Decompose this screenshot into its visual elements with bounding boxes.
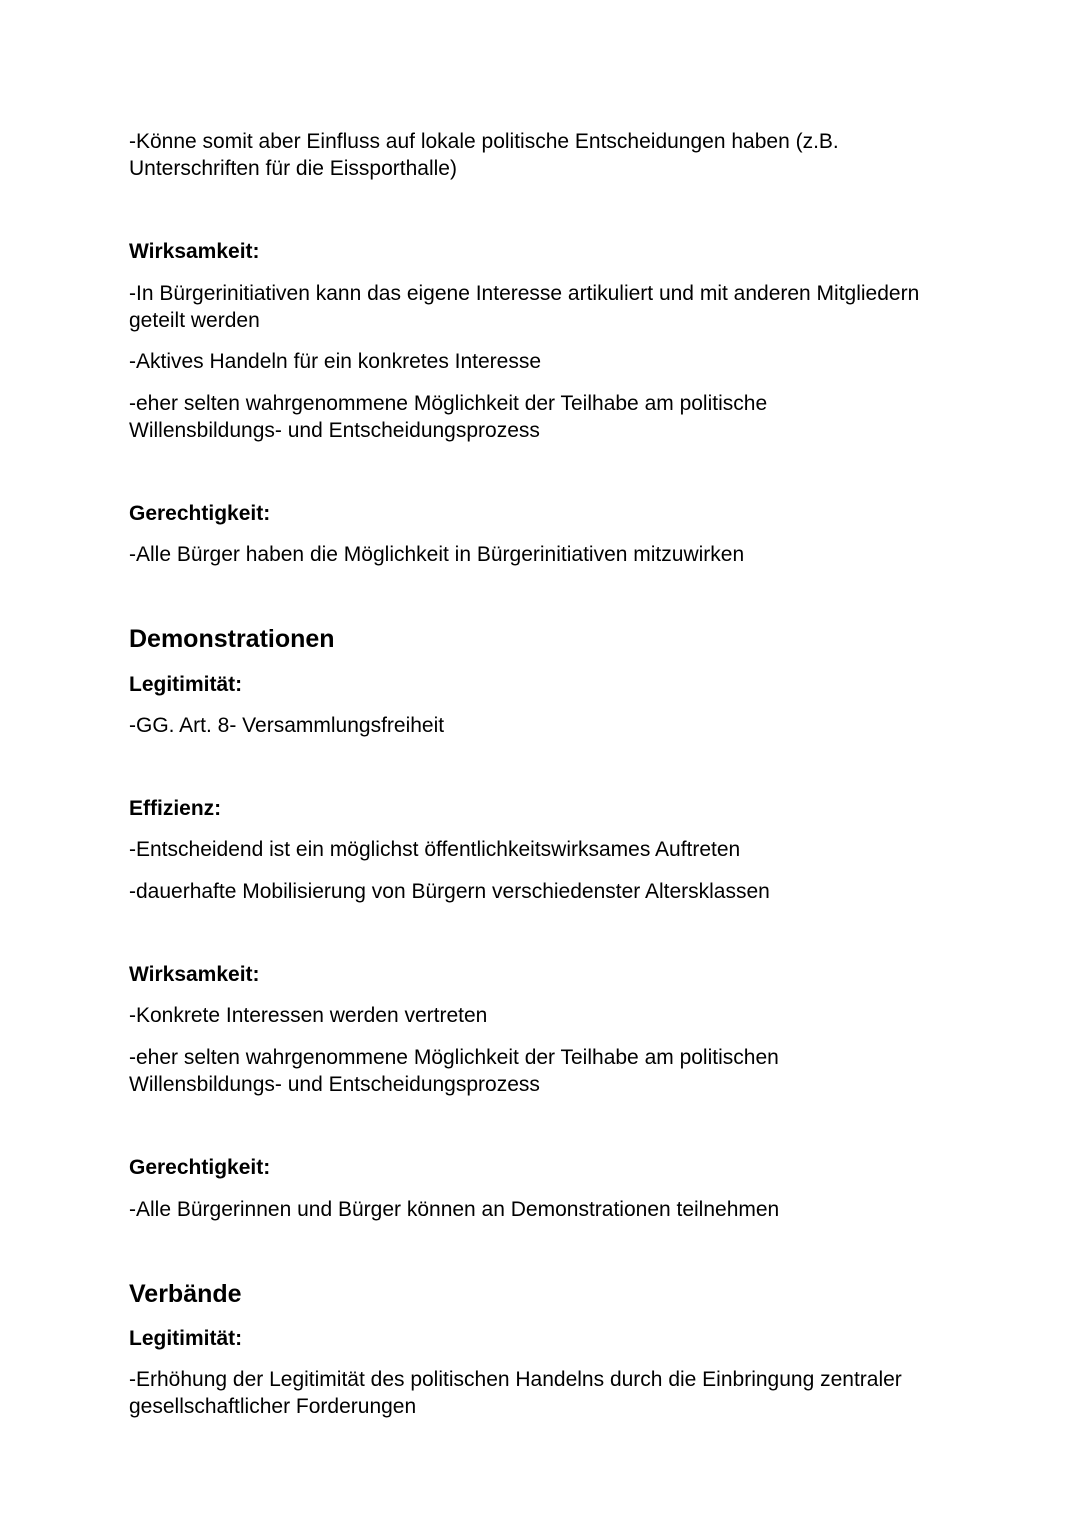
- list-item: -Aktives Handeln für ein konkretes Interesse: [129, 350, 542, 373]
- list-item-continuation: Willensbildungs- und Entscheidungsprozess: [129, 1073, 540, 1096]
- criterion-label-wirksamkeit: Wirksamkeit:: [129, 240, 260, 263]
- list-item: -GG. Art. 8- Versammlungsfreiheit: [129, 714, 445, 737]
- list-item-continuation: geteilt werden: [129, 309, 260, 332]
- criterion-label-effizienz: Effizienz:: [129, 797, 222, 820]
- list-item: -Entscheidend ist ein möglichst öffentlichkeitswirksames Auftreten: [129, 838, 741, 861]
- list-item: -eher selten wahrgenommene Möglichkeit der Teilhabe am politischen: [129, 1046, 779, 1069]
- list-item: -Alle Bürger haben die Möglichkeit in Bürgerinitiativen mitzuwirken: [129, 543, 745, 566]
- list-item: -In Bürgerinitiativen kann das eigene Interesse artikuliert und mit anderen Mitgliedern: [129, 282, 920, 305]
- body-text-line: -Könne somit aber Einfluss auf lokale politische Entscheidungen haben (z.B.: [129, 130, 839, 153]
- criterion-label-legitimitaet: Legitimität:: [129, 1327, 243, 1350]
- list-item: -Erhöhung der Legitimität des politischen Handelns durch die Einbringung zentraler: [129, 1368, 902, 1391]
- list-item: -eher selten wahrgenommene Möglichkeit der Teilhabe am politische: [129, 392, 768, 415]
- section-heading-verbaende: Verbände: [129, 1280, 242, 1308]
- criterion-label-gerechtigkeit: Gerechtigkeit:: [129, 502, 271, 525]
- list-item: -dauerhafte Mobilisierung von Bürgern verschiedenster Altersklassen: [129, 880, 770, 903]
- list-item: -Konkrete Interessen werden vertreten: [129, 1004, 488, 1027]
- list-item-continuation: gesellschaftlicher Forderungen: [129, 1395, 417, 1418]
- criterion-label-wirksamkeit: Wirksamkeit:: [129, 963, 260, 986]
- section-heading-demonstrationen: Demonstrationen: [129, 625, 335, 653]
- list-item-continuation: Willensbildungs- und Entscheidungsprozess: [129, 419, 540, 442]
- criterion-label-gerechtigkeit: Gerechtigkeit:: [129, 1156, 271, 1179]
- body-text-line: Unterschriften für die Eissporthalle): [129, 157, 457, 180]
- list-item: -Alle Bürgerinnen und Bürger können an Demonstrationen teilnehmen: [129, 1198, 780, 1221]
- criterion-label-legitimitaet: Legitimität:: [129, 673, 243, 696]
